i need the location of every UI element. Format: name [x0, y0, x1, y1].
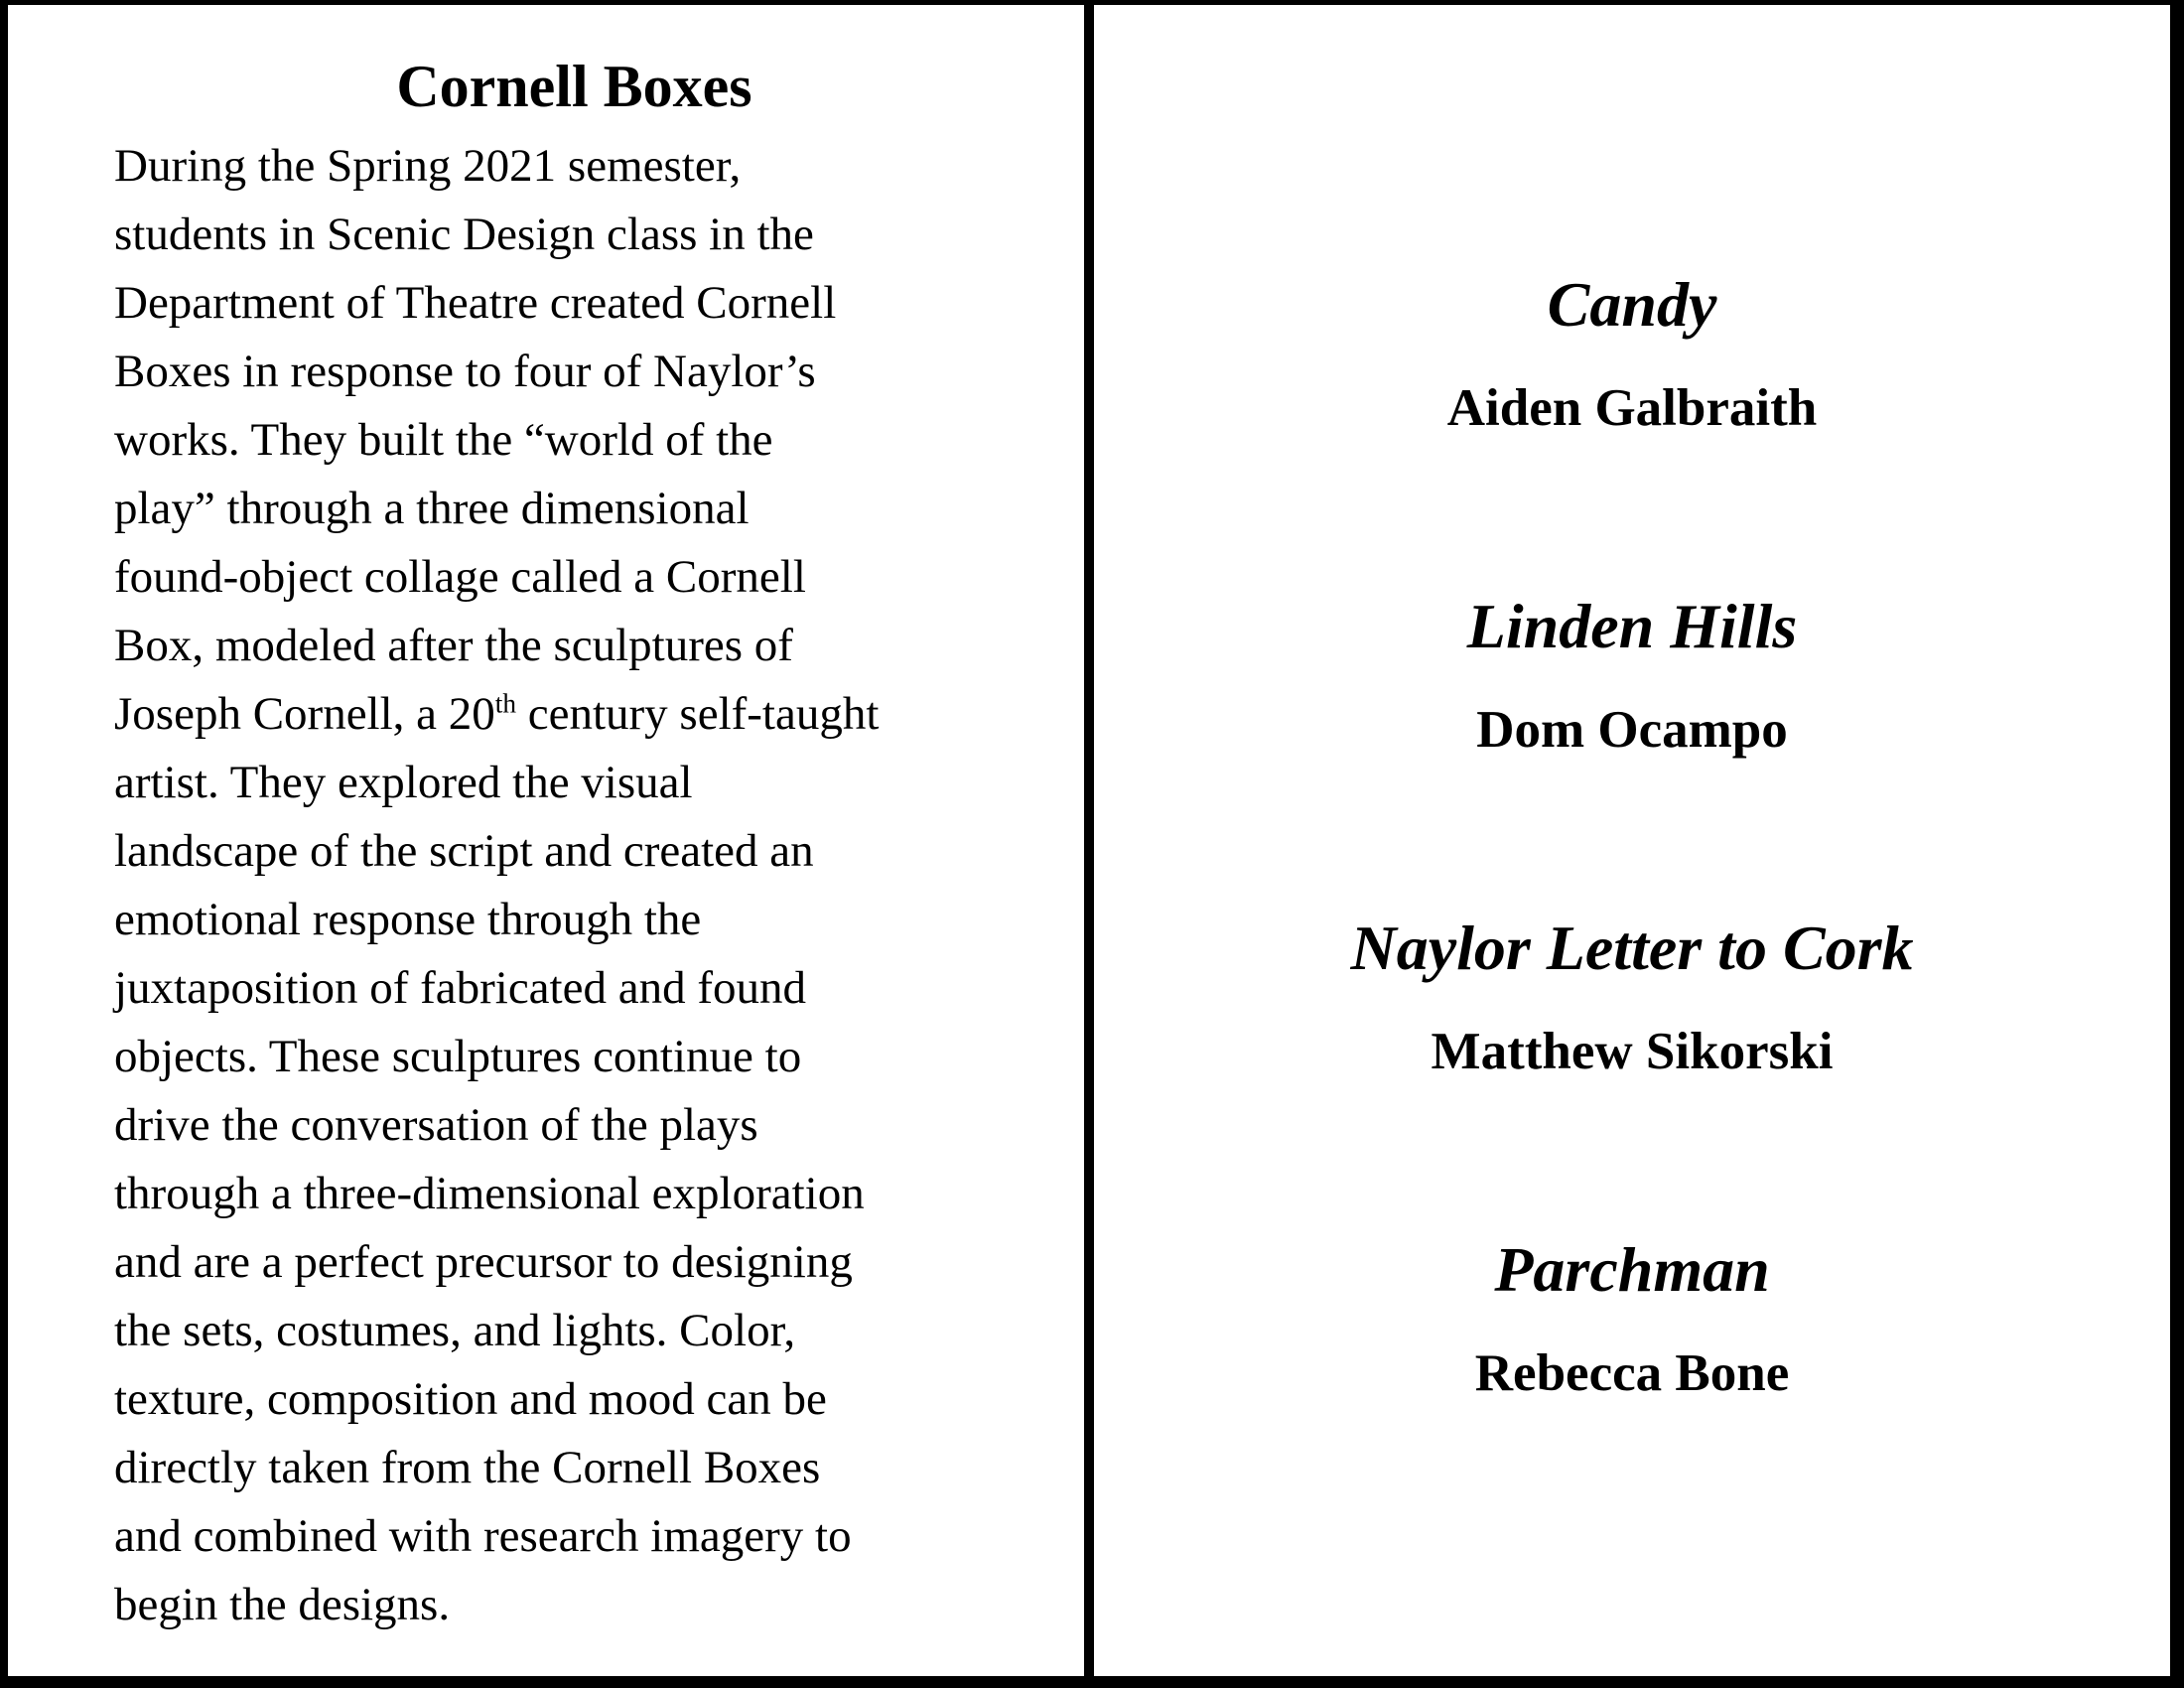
play-title: Naylor Letter to Cork [1350, 913, 1914, 983]
play-designer: Matthew Sikorski [1431, 1023, 1834, 1080]
left-panel [8, 5, 1084, 1676]
paragraph-line: During the Spring 2021 semester, [114, 140, 742, 192]
play-group [1094, 585, 2170, 766]
description-paragraph [114, 132, 1034, 1639]
paragraph-line: juxtaposition of fabricated and found [114, 962, 806, 1014]
paragraph-line: texture, composition and mood can be [114, 1373, 827, 1425]
paragraph-line: landscape of the script and created an [114, 825, 814, 877]
play-designer: Aiden Galbraith [1446, 379, 1818, 437]
play-group [1094, 907, 2170, 1087]
paragraph-line: students in Scenic Design class in the [114, 209, 814, 260]
paragraph-line: artist. They explored the visual [114, 757, 693, 808]
paragraph-line: begin the designs. [114, 1579, 451, 1630]
right-panel [1094, 5, 2170, 1676]
play-group [1094, 1228, 2170, 1409]
ordinal-superscript: th [494, 688, 516, 719]
paragraph-line: Box, modeled after the sculptures of [114, 620, 793, 671]
play-designer: Dom Ocampo [1476, 701, 1788, 759]
paragraph-line: drive the conversation of the plays [114, 1099, 758, 1151]
play-designer: Rebecca Bone [1474, 1344, 1790, 1402]
page-title: Cornell Boxes [396, 54, 752, 119]
paragraph-line: found-object collage called a Cornell [114, 551, 806, 603]
paragraph-line: through a three-dimensional exploration [114, 1168, 865, 1219]
paragraph-line: and combined with research imagery to [114, 1510, 852, 1562]
paragraph-line: and are a perfect precursor to designing [114, 1236, 853, 1288]
paragraph-line: directly taken from the Cornell Boxes [114, 1442, 821, 1493]
panel-divider [1084, 5, 1094, 1676]
paragraph-line: Department of Theatre created Cornell [114, 277, 837, 329]
paragraph-line: objects. These sculptures continue to [114, 1031, 802, 1082]
paragraph-line: Boxes in response to four of Naylor’s [114, 346, 816, 397]
paragraph-line: works. They built the “world of the [114, 414, 773, 466]
play-group [1094, 263, 2170, 444]
paragraph-line: the sets, costumes, and lights. Color, [114, 1305, 796, 1356]
paragraph-line: emotional response through the [114, 894, 702, 945]
play-title: Parchman [1494, 1234, 1770, 1305]
paragraph-line: Joseph Cornell, a 20th century self-taught [114, 688, 880, 740]
play-title: Linden Hills [1466, 591, 1798, 661]
paragraph-line: play” through a three dimensional [114, 483, 750, 534]
play-title: Candy [1547, 269, 1717, 340]
